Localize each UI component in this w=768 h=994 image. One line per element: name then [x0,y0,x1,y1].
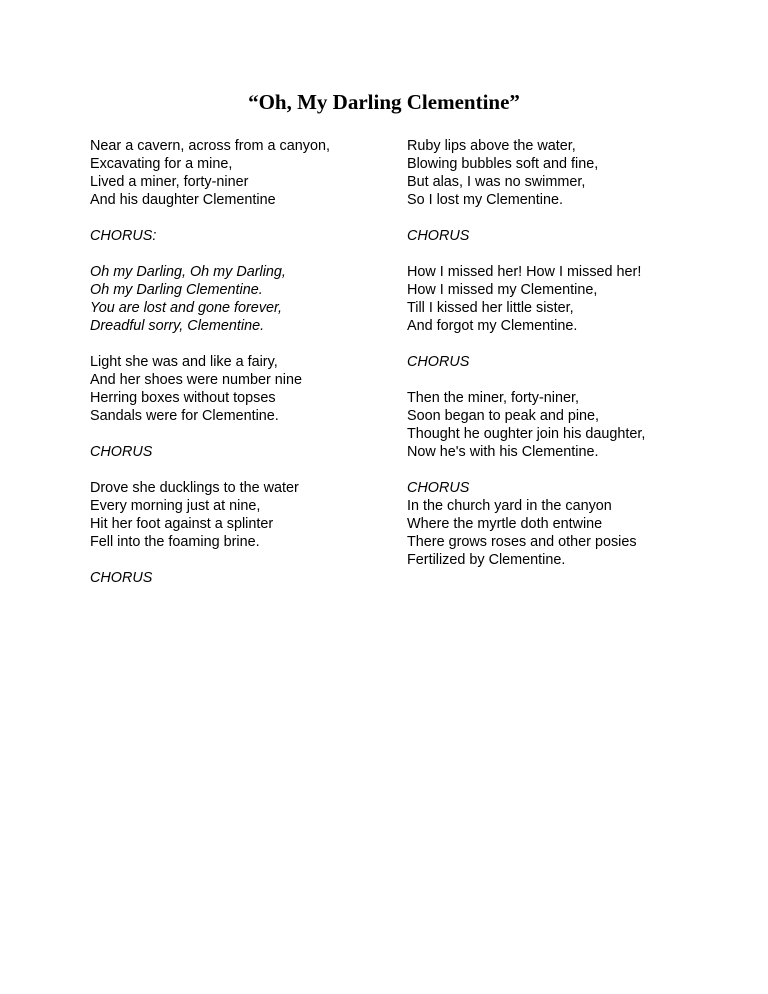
right-lyrics-column [407,137,737,587]
lyric-line: Lived a miner, forty-niner [90,174,249,190]
lyric-line: Every morning just at nine, [90,498,261,514]
chorus-marker [407,353,737,371]
lyric-line: How I missed my Clementine, [407,282,598,298]
lyric-line: Fertilized by Clementine. [407,552,566,568]
lyric-line: Drove she ducklings to the water [90,480,299,496]
verse-stanza [407,497,737,569]
verse-stanza [90,353,390,425]
verse-stanza [407,137,737,209]
lyric-line: Then the miner, forty-niner, [407,390,579,406]
verse-stanza [407,263,737,335]
lyric-line: You are lost and gone forever, [90,300,283,316]
lyric-line: Thought he oughter join his daughter, [407,426,646,442]
verse-stanza [407,389,737,461]
lyric-line: Oh my Darling Clementine. [90,282,263,298]
lyric-line: Hit her foot against a splinter [90,516,274,532]
lyric-line: Till I kissed her little sister, [407,300,574,316]
lyric-line: Excavating for a mine, [90,156,233,172]
lyric-line: There grows roses and other posies [407,534,637,550]
lyric-line: Soon began to peak and pine, [407,408,600,424]
lyric-line: Light she was and like a fairy, [90,354,278,370]
chorus-marker [90,227,390,245]
verse-stanza [90,263,390,335]
lyric-line: So I lost my Clementine. [407,192,563,208]
lyric-line: Blowing bubbles soft and fine, [407,156,599,172]
verse-stanza [90,137,390,209]
lyric-line: And forgot my Clementine. [407,318,578,334]
chorus-marker [407,479,737,497]
lyric-line: Now he's with his Clementine. [407,444,599,460]
lyric-line: Dreadful sorry, Clementine. [90,318,265,334]
lyric-line: CHORUS [90,570,153,586]
verse-stanza [90,479,390,551]
lyric-line: Ruby lips above the water, [407,138,576,154]
lyric-line: Where the myrtle doth entwine [407,516,603,532]
lyric-line: CHORUS [407,354,470,370]
chorus-marker [90,569,390,587]
lyric-line: And his daughter Clementine [90,192,276,208]
lyric-line: How I missed her! How I missed her! [407,264,642,280]
lyric-line: But alas, I was no swimmer, [407,174,586,190]
lyric-line: Oh my Darling, Oh my Darling, [90,264,286,280]
song-title: “Oh, My Darling Clementine” [248,90,520,114]
lyric-line: Fell into the foaming brine. [90,534,260,550]
lyric-line: Sandals were for Clementine. [90,408,279,424]
lyric-line: Near a cavern, across from a canyon, [90,138,330,154]
lyric-line: CHORUS [407,228,470,244]
chorus-marker [407,227,737,245]
chorus-marker [90,443,390,461]
lyric-line: CHORUS [407,480,470,496]
lyric-line: And her shoes were number nine [90,372,302,388]
lyric-line: CHORUS [90,444,153,460]
left-lyrics-column [90,137,390,605]
lyric-line: CHORUS: [90,228,157,244]
lyric-line: Herring boxes without topses [90,390,276,406]
lyric-line: In the church yard in the canyon [407,498,612,514]
